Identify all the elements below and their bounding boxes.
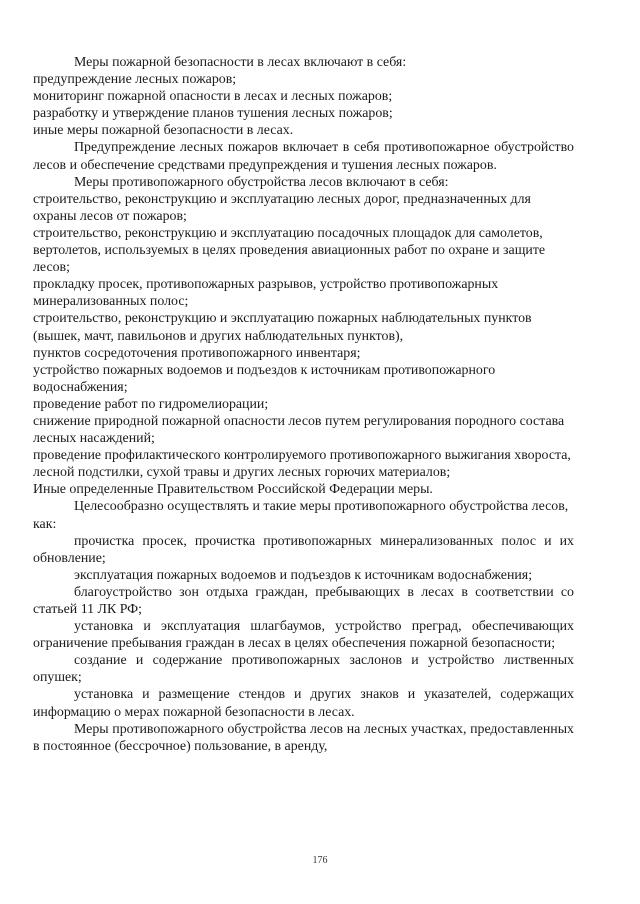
paragraph: Иные определенные Правительством Российской Федерации меры. xyxy=(33,482,433,498)
paragraph: прочистка просек, прочистка противопожарных минерализованных полос и их обновление; xyxy=(33,533,574,566)
paragraph: эксплуатация пожарных водоемов и подъездов к источникам водоснабжения; xyxy=(74,567,533,583)
text-body xyxy=(33,54,574,755)
paragraph: установка и эксплуатация шлагбаумов, устройство преград, обеспечивающих ограничение пребывания граждан в лесах в целях обеспечения пожарной безопасности; xyxy=(33,619,574,652)
paragraph: пунктов сосредоточения противопожарного инвентаря; xyxy=(33,345,361,361)
paragraph: иные меры пожарной безопасности в лесах. xyxy=(33,123,294,139)
paragraph: устройство пожарных водоемов и подъездов к источникам противопожарного водоснабжения; xyxy=(33,362,496,395)
paragraph: мониторинг пожарной опасности в лесах и лесных пожаров; xyxy=(33,89,393,105)
paragraph: проведение профилактического контролируемого противопожарного выжигания хвороста, лесной подстилки, сухой травы и других лесных горючих материалов; xyxy=(33,448,571,481)
paragraph: разработку и утверждение планов тушения лесных пожаров; xyxy=(33,106,393,122)
paragraph: строительство, реконструкцию и эксплуатацию лесных дорог, предназначенных для охраны лесов от пожаров; xyxy=(33,191,531,224)
paragraph: прокладку просек, противопожарных разрывов, устройство противопожарных минерализованных полос; xyxy=(33,277,499,310)
paragraph: Предупреждение лесных пожаров включает в себя противопожарное обустройство лесов и обеспечение средствами предупреждения и тушения лесных пожаров. xyxy=(33,140,574,173)
paragraph: предупреждение лесных пожаров; xyxy=(33,72,237,88)
paragraph: благоустройство зон отдыха граждан, пребывающих в лесах в соответствии со статьей 11 ЛК РФ; xyxy=(33,584,574,617)
paragraph: создание и содержание противопожарных заслонов и устройство лиственных опушек; xyxy=(33,653,574,686)
paragraph: установка и размещение стендов и других знаков и указателей, содержащих информацию о мерах пожарной безопасности в лесах. xyxy=(33,687,574,720)
page-number: 176 xyxy=(312,855,328,866)
paragraph: Меры противопожарного обустройства лесов на лесных участках, предоставленных в постоянное (бессрочное) пользование, в аренду, xyxy=(33,721,574,754)
paragraph: Меры противопожарного обустройства лесов включают в себя: xyxy=(74,174,449,190)
paragraph: снижение природной пожарной опасности лесов путем регулирования породного состава лесных насаждений; xyxy=(33,413,565,447)
paragraph: строительство, реконструкцию и эксплуатацию пожарных наблюдательных пунктов (вышек, мачт, павильонов и других наблюдательных пунктов), xyxy=(33,311,532,344)
paragraph: проведение работ по гидромелиорации; xyxy=(33,396,269,412)
paragraph: Целесообразно осуществлять и такие меры противопожарного обустройства лесов, как: xyxy=(33,499,569,532)
paragraph: Меры пожарной безопасности в лесах включают в себя: xyxy=(74,55,407,70)
paragraph: строительство, реконструкцию и эксплуатацию посадочных площадок для самолетов, вертолетов, используемых в целях проведения авиационных работ по охране и защите лесов; xyxy=(33,225,546,276)
